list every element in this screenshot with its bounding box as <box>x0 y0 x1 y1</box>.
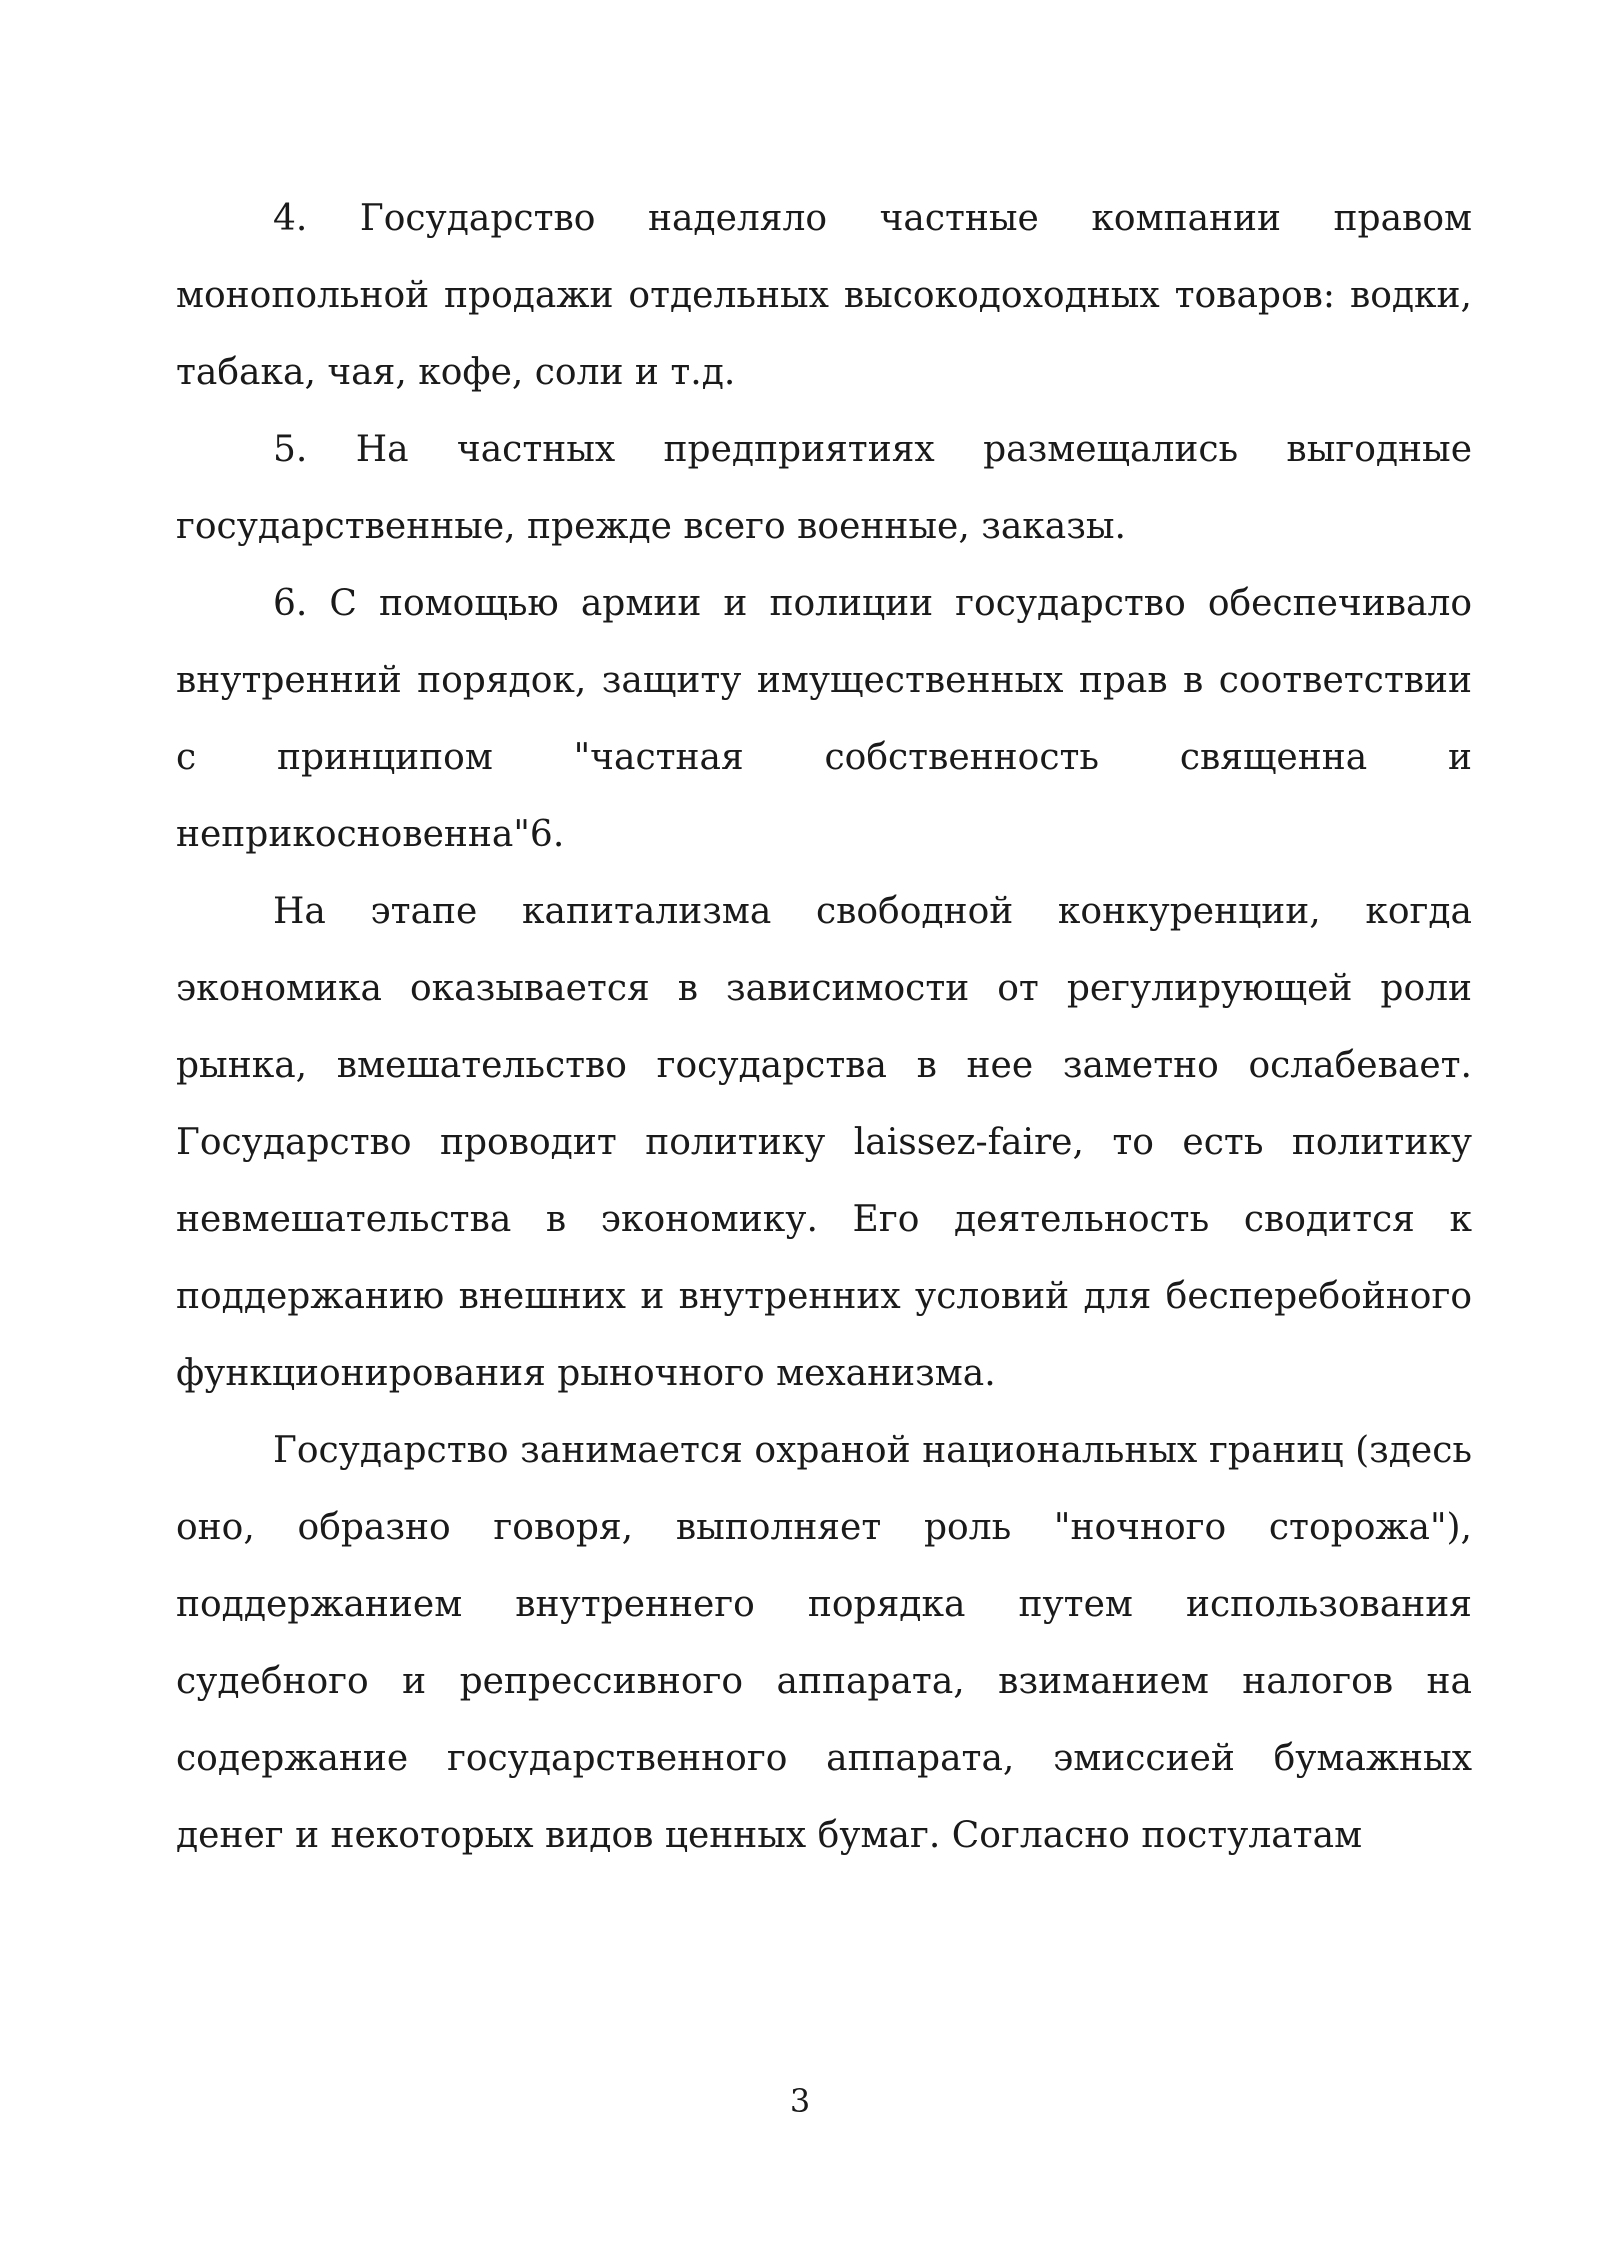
text-body <box>176 180 1472 1874</box>
paragraph-item-6: 6. С помощью армии и полиции государство обеспечивало внутренний порядок, защиту имущественных прав в соответствии с принципом "частная собственность священна и неприкосновенна"6. <box>176 583 1472 855</box>
paragraph-item-4: 4. Государство наделяло частные компании правом монопольной продажи отдельных высокодоходных товаров: водки, табака, чая, кофе, соли и т.д. <box>176 198 1472 393</box>
paragraph-free-competition: На этапе капитализма свободной конкуренции, когда экономика оказывается в зависимости от регулирующей роли рынка, вмешательство государства в нее заметно ослабевает. Государство проводит политику laissez-faire, то есть политику невмешательства в экономику. Его деятельность сводится к поддержанию внешних и внутренних условий для бесперебойного функционирования рыночного механизма. <box>176 891 1472 1394</box>
paragraph-item-5: 5. На частных предприятиях размещались выгодные государственные, прежде всего военные, заказы. <box>176 429 1472 547</box>
page-number: 3 <box>789 2082 811 2120</box>
paragraph-state-functions: Государство занимается охраной национальных границ (здесь оно, образно говоря, выполняет роль "ночного сторожа"), поддержанием внутреннего порядка путем использования судебного и репрессивного аппарата, взиманием налогов на содержание государственного аппарата, эмиссией бумажных денег и некоторых видов ценных бумаг. Согласно постулатам <box>176 1430 1472 1856</box>
